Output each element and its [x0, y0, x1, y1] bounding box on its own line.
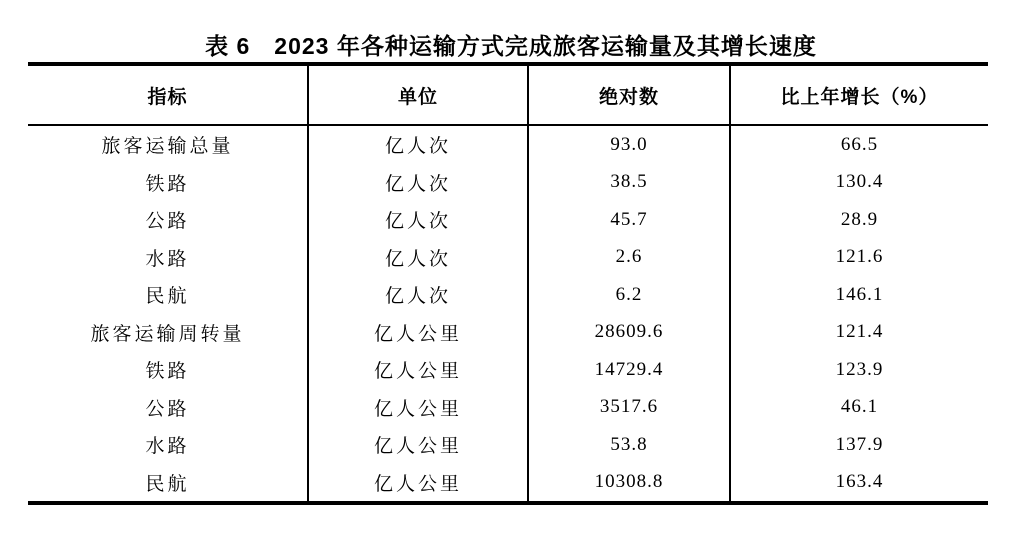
growth-cell: 121.4 — [835, 321, 884, 343]
table-title: 表 6 2023 年各种运输方式完成旅客运输量及其增长速度 — [205, 33, 817, 59]
value-cell: 53.8 — [528, 426, 730, 464]
header-cell-absolute: 绝对数 — [528, 64, 730, 125]
indicator-cell: 水路 — [28, 426, 308, 464]
unit-cell: 亿人次 — [308, 239, 528, 277]
indicator-cell: 公路 — [28, 201, 308, 239]
table-header — [28, 64, 988, 125]
value-cell: 6.2 — [528, 276, 730, 314]
growth-cell: 28.9 — [840, 208, 879, 230]
growth-cell: 46.1 — [840, 396, 879, 418]
header-cell-unit: 单位 — [308, 64, 528, 125]
indicator-cell: 民航 — [28, 276, 308, 314]
unit-cell: 亿人次 — [308, 125, 528, 164]
table-row — [28, 464, 988, 504]
growth-cell: 163.4 — [835, 471, 884, 493]
unit-cell: 亿人公里 — [308, 351, 528, 389]
value-cell: 3517.6 — [528, 389, 730, 427]
value-cell: 28609.6 — [528, 314, 730, 352]
indicator-cell: 铁路 — [28, 351, 308, 389]
unit-cell: 亿人次 — [308, 164, 528, 202]
table-row — [28, 239, 988, 277]
value-cell: 93.0 — [528, 125, 730, 164]
growth-cell: 130.4 — [835, 171, 884, 193]
unit-cell: 亿人次 — [308, 276, 528, 314]
table-row — [28, 351, 988, 389]
indicator-cell: 旅客运输总量 — [28, 125, 308, 164]
header-cell-indicator: 指标 — [28, 64, 308, 125]
indicator-cell: 旅客运输周转量 — [28, 314, 308, 352]
growth-cell: 123.9 — [835, 358, 884, 380]
growth-cell: 66.5 — [840, 133, 879, 155]
header-row — [28, 64, 988, 125]
value-cell: 38.5 — [528, 164, 730, 202]
unit-cell: 亿人公里 — [308, 464, 528, 504]
indicator-cell: 民航 — [28, 464, 308, 504]
indicator-cell: 水路 — [28, 239, 308, 277]
unit-cell: 亿人公里 — [308, 426, 528, 464]
value-cell: 10308.8 — [528, 464, 730, 504]
growth-cell: 137.9 — [835, 433, 884, 455]
table-row — [28, 125, 988, 164]
table-row — [28, 314, 988, 352]
table-row — [28, 426, 988, 464]
growth-cell: 146.1 — [835, 283, 884, 305]
header-cell-growth: 比上年增长（%） — [730, 64, 988, 125]
indicator-cell: 公路 — [28, 389, 308, 427]
unit-cell: 亿人公里 — [308, 389, 528, 427]
table-row — [28, 389, 988, 427]
table-body — [28, 125, 988, 503]
statistics-table-wrapper — [28, 62, 988, 505]
passenger-transport-table — [28, 62, 988, 505]
table-row — [28, 164, 988, 202]
table-row — [28, 201, 988, 239]
value-cell: 14729.4 — [528, 351, 730, 389]
unit-cell: 亿人次 — [308, 201, 528, 239]
unit-cell: 亿人公里 — [308, 314, 528, 352]
value-cell: 45.7 — [528, 201, 730, 239]
table-row — [28, 276, 988, 314]
indicator-cell: 铁路 — [28, 164, 308, 202]
growth-cell: 121.6 — [835, 246, 884, 268]
value-cell: 2.6 — [528, 239, 730, 277]
